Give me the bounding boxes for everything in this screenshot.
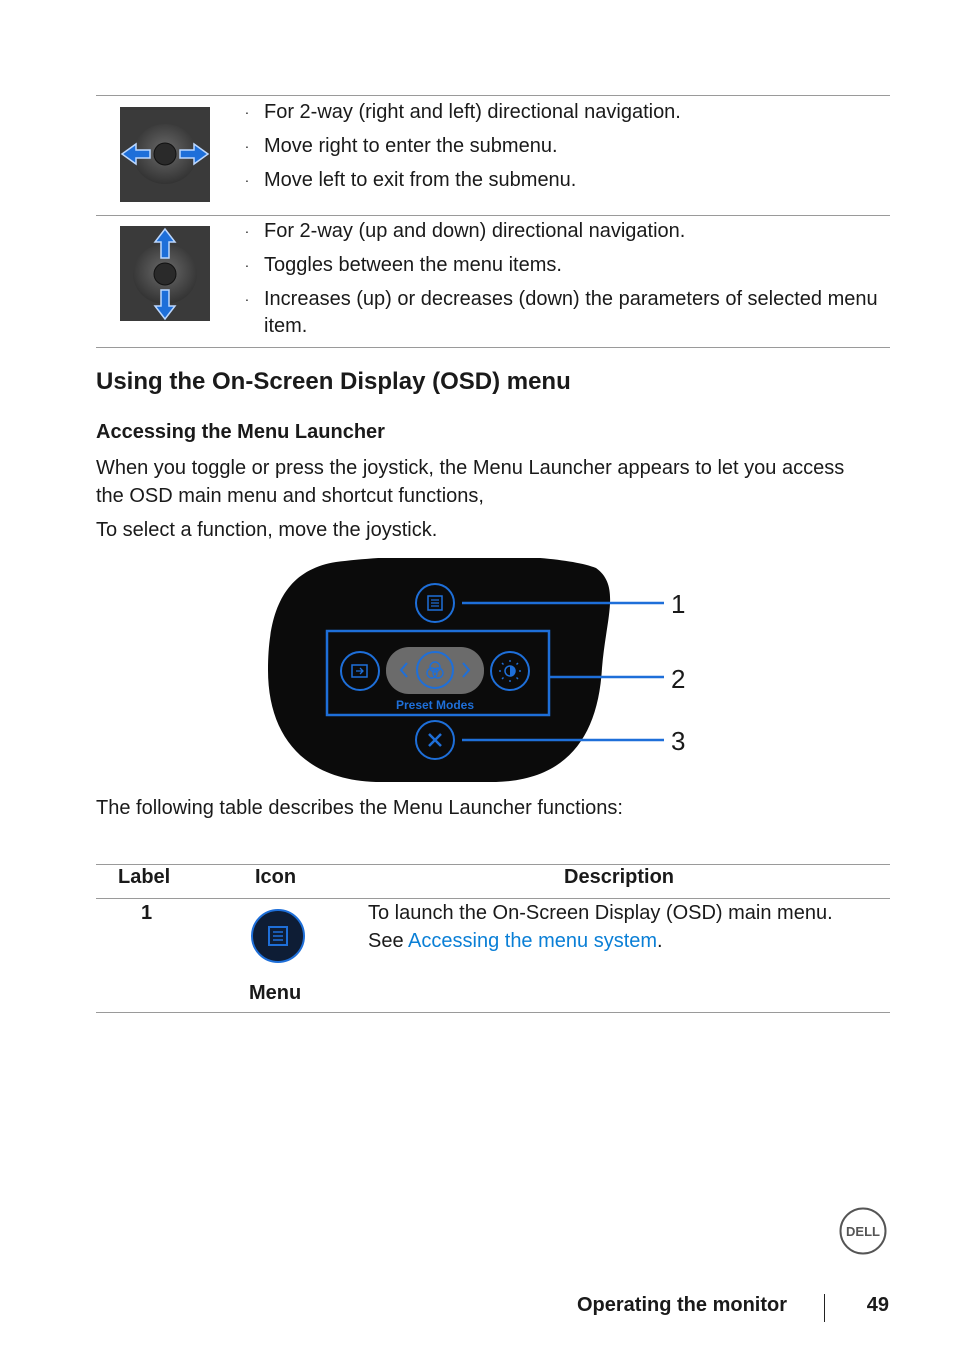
table-row-rule	[96, 215, 890, 216]
intro-paragraph: When you toggle or press the joystick, the Menu Launcher appears to let you access the OSD main menu and shortcut functions,	[96, 457, 845, 507]
list-item: · Toggles between the menu items.	[244, 254, 562, 276]
section-title: Using the On-Screen Display (OSD) menu	[96, 368, 571, 395]
header-icon: Icon	[255, 866, 297, 888]
list-item: · For 2-way (right and left) directional navigation.	[244, 101, 681, 123]
list-item: · For 2-way (up and down) directional navigation.	[244, 220, 686, 242]
up-down-bullet-list	[240, 218, 880, 340]
list-item: · Move right to enter the submenu.	[244, 135, 558, 157]
table-intro: The following table describes the Menu Launcher functions:	[96, 797, 623, 819]
description-end: .	[657, 930, 663, 952]
preset-modes-label: Preset Modes	[395, 698, 475, 712]
instruction-paragraph: To select a function, move the joystick.	[96, 519, 438, 541]
menu-launcher-figure	[266, 558, 696, 784]
header-label: Label	[118, 866, 171, 888]
list-item: · Move left to exit from the submenu.	[244, 169, 577, 191]
left-right-bullet-list	[240, 99, 880, 194]
callout-2: 2	[671, 664, 686, 694]
footer-section-title: Operating the monitor	[577, 1294, 787, 1316]
function-table-top-rule	[96, 864, 890, 865]
joystick-left-right-icon	[120, 107, 210, 202]
subsection-title: Accessing the Menu Launcher	[96, 421, 385, 443]
svg-text:DELL: DELL	[846, 1224, 880, 1239]
callout-3: 3	[671, 726, 686, 756]
callout-1: 1	[671, 589, 686, 619]
function-table-bottom-rule	[96, 1012, 890, 1013]
page-number: 49	[866, 1294, 889, 1316]
dell-logo	[839, 1207, 887, 1255]
row-label: 1	[141, 902, 153, 924]
footer-divider	[824, 1294, 825, 1322]
icon-caption: Menu	[249, 982, 302, 1004]
row-description	[368, 899, 868, 955]
menu-icon	[250, 908, 306, 964]
table-bottom-rule	[96, 347, 890, 348]
header-description: Description	[564, 866, 675, 888]
list-item: · Increases (up) or decreases (down) the parameters of selected menu item.	[244, 288, 878, 337]
joystick-up-down-icon	[120, 226, 210, 321]
table-top-rule	[96, 95, 890, 96]
description-text: To launch the On-Screen Display (OSD) main menu. See	[368, 902, 833, 952]
accessing-menu-system-link[interactable]: Accessing the menu system	[408, 930, 658, 952]
